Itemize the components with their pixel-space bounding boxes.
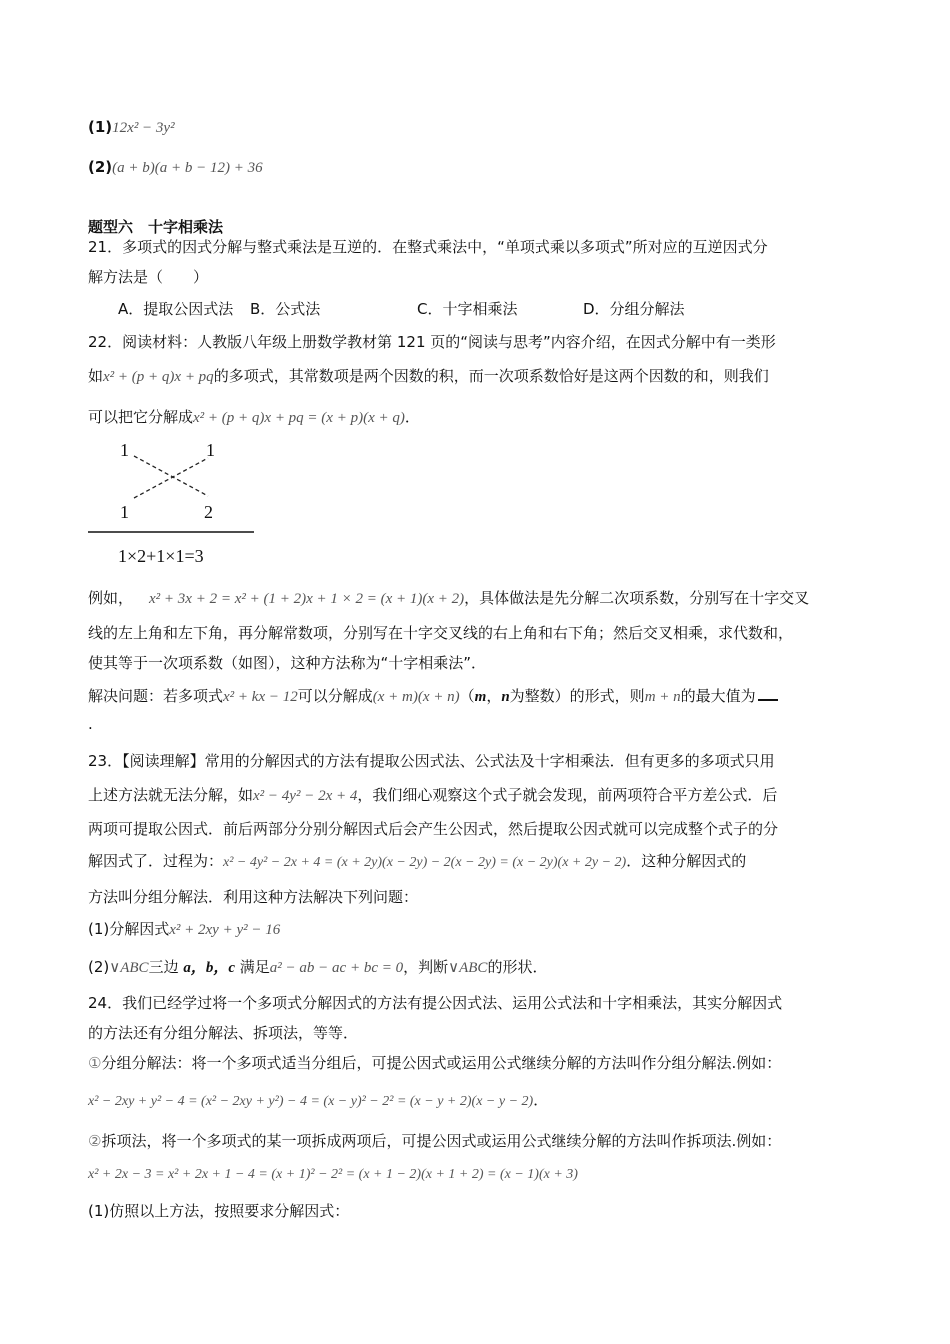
section-title: 题型六 十字相乘法	[88, 218, 224, 236]
q23-line2	[88, 784, 777, 805]
math-expr: x² − 4y² − 2x + 4 = (x + 2y)(x − 2y) − 2(x − 2y) = (x − 2y)(x + 2y − 2)	[223, 855, 627, 870]
text: 为整数）的形式，则	[509, 687, 645, 705]
text: ，	[486, 687, 502, 705]
math-expr: ∨ABC	[109, 960, 149, 976]
text: ，判断	[403, 958, 449, 976]
item-label: (1)	[88, 118, 113, 136]
q21-option-a: A．提取公因式法	[118, 300, 234, 318]
math-expr: ∨ABC	[448, 960, 488, 976]
text: 三边	[148, 958, 184, 976]
math-expr: x² − 4y² − 2x + 4	[253, 788, 358, 804]
answer-blank[interactable]	[758, 685, 778, 701]
text: 满足	[235, 958, 270, 976]
q23-line4	[88, 850, 746, 871]
math-expr: x² + kx − 12	[223, 689, 298, 705]
diagram-result: 1×2+1×1=3	[118, 546, 204, 566]
q24-line2: 的方法还有分组分解法、拆项法，等等．	[88, 1024, 359, 1042]
text: 可以分解成	[297, 687, 373, 705]
q24-method2-expr	[88, 1164, 578, 1183]
math-expr: x² + (p + q)x + pq	[103, 369, 214, 385]
q21-option-d: D．分组分解法	[583, 300, 685, 318]
text: 的多项式，其常数项是两个因数的积，而一次项系数恰好是这两个因数的和，则我们	[213, 367, 769, 385]
math-expr: x² + 2xy + y² − 16	[169, 922, 281, 938]
q22-line2	[88, 365, 769, 386]
text: 分组分解法：将一个多项式适当分组后，可提公因式或运用公式继续分解的方法叫作分组分解法.例如：	[101, 1054, 782, 1072]
text: （	[459, 687, 475, 705]
q24-line1: 24．我们已经学过将一个多项式分解因式的方法有提公因式法、运用公式法和十字相乘法，其实分解因式	[88, 994, 783, 1012]
text: (1)分解因式	[88, 920, 170, 938]
q23-line3: 两项可提取公因式．前后两部分分别分解因式后会产生公因式，然后提取公因式就可以完成整个式子的分	[88, 820, 779, 838]
text: 可以把它分解成	[88, 408, 194, 426]
diagram-top-left: 1	[120, 440, 129, 460]
cross-line-2	[134, 458, 208, 498]
var-m: m	[474, 689, 487, 705]
q22-solve	[88, 685, 778, 706]
text: ，我们细心观察这个式子就会发现，前两项符合平方差公式．后	[357, 786, 778, 804]
cross-line-1	[134, 456, 208, 496]
q23-line5: 方法叫分组分解法．利用这种方法解决下列问题：	[88, 888, 419, 906]
text: ，具体做法是先分解二次项系数，分别写在十字交叉	[464, 589, 810, 607]
q23-sub1	[88, 918, 280, 939]
circled-1-mark: ①	[88, 1054, 102, 1072]
q23-line1: 23．【阅读理解】常用的分解因式的方法有提取公因式法、公式法及十字相乘法．但有更多的多项式只用	[88, 752, 775, 770]
circled-2-mark: ②	[88, 1132, 102, 1150]
text: 解决问题：若多项式	[88, 687, 224, 705]
text: 如	[88, 367, 104, 385]
q22-line3	[88, 406, 420, 427]
q24-method2	[88, 1130, 781, 1151]
q23-sub2	[88, 956, 547, 977]
var-n: n	[501, 689, 510, 705]
q22-period: .	[88, 715, 93, 733]
q24-sub1: (1)仿照以上方法，按照要求分解因式：	[88, 1202, 350, 1220]
cross-diagram	[88, 434, 258, 574]
math-expr: 12x² − 3y²	[112, 120, 175, 136]
item-label: (2)	[88, 158, 113, 176]
diagram-bottom-left: 1	[120, 502, 129, 522]
text: 的最大值为	[680, 687, 756, 705]
text: 的形状．	[487, 958, 548, 976]
text: 例如，	[88, 589, 134, 607]
prev-item-1	[88, 118, 175, 137]
math-expr: a² − ab − ac + bc = 0	[269, 960, 404, 976]
math-expr: x² + 2x − 3 = x² + 2x + 1 − 4 = (x + 1)² − 2² = (x + 1 − 2)(x + 1 + 2) = (x − 1)(x + 3)	[88, 1167, 578, 1182]
text: ．	[533, 1091, 549, 1109]
q24-method1	[88, 1052, 781, 1073]
q22-example	[88, 587, 809, 608]
q21-line2: 解方法是（ ）	[88, 268, 209, 286]
math-expr: m + n	[644, 689, 681, 705]
q21-option-c: C．十字相乘法	[417, 300, 518, 318]
prev-item-2	[88, 158, 263, 177]
vars: a，b，c	[183, 960, 236, 976]
text: ．	[404, 408, 420, 426]
math-expr: (x + m)(x + n)	[372, 689, 460, 705]
diagram-bottom-right: 2	[204, 502, 213, 522]
q22-line6: 使其等于一次项系数（如图），这种方法称为“十字相乘法”．	[88, 654, 487, 672]
text: 拆项法，将一个多项式的某一项拆成两项后，可提公因式或运用公式继续分解的方法叫作拆项法.例如：	[101, 1132, 782, 1150]
math-expr: x² − 2xy + y² − 4 = (x² − 2xy + y²) − 4 = (x − y)² − 2² = (x − y + 2)(x − y − 2)	[88, 1094, 534, 1109]
q21-option-b: B．公式法	[250, 300, 321, 318]
math-expr: (a + b)(a + b − 12) + 36	[112, 160, 263, 176]
q24-method1-expr	[88, 1089, 548, 1110]
text: 解因式了．过程为：	[88, 852, 224, 870]
math-expr: x² + 3x + 2 = x² + (1 + 2)x + 1 × 2 = (x + 1)(x + 2)	[149, 591, 465, 607]
q22-line5: 线的左上角和左下角，再分解常数项，分别写在十字交叉线的右上角和右下角；然后交叉相乘，求代数和，	[88, 624, 794, 642]
text: ．这种分解因式的	[626, 852, 747, 870]
diagram-top-right: 1	[206, 440, 215, 460]
q21-line1: 21．多项式的因式分解与整式乘法是互逆的．在整式乘法中，“单项式乘以多项式”所对应的互逆因式分	[88, 238, 768, 256]
q22-line1: 22．阅读材料：人教版八年级上册数学教材第 121 页的“阅读与思考”内容介绍，在因式分解中有一类形	[88, 333, 776, 351]
math-expr: x² + (p + q)x + pq = (x + p)(x + q)	[193, 410, 405, 426]
text: (2)	[88, 958, 110, 976]
text: 上述方法就无法分解，如	[88, 786, 254, 804]
